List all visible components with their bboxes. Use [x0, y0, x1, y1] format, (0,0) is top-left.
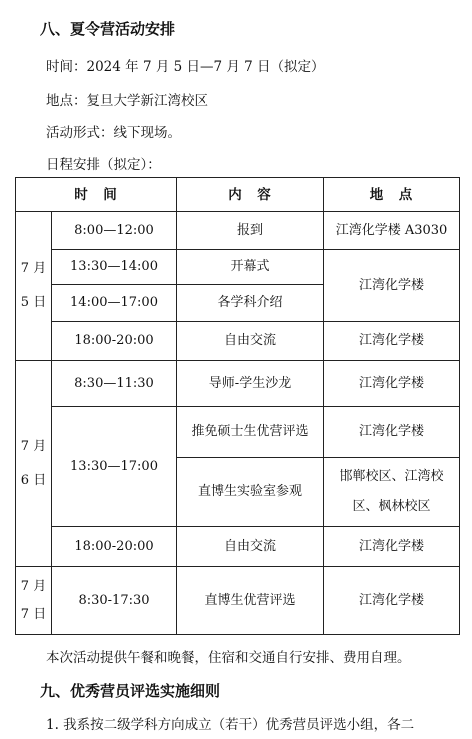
event-format: 活动形式：线下现场。: [46, 125, 181, 141]
content-cell: 推免硕士生优营评选: [177, 407, 324, 458]
place-cell-multi: [324, 458, 460, 527]
place-line: 邯郸校区、江湾校: [339, 469, 444, 484]
content-cell: 自由交流: [177, 322, 324, 361]
content-cell: 直博生实验室参观: [177, 458, 324, 527]
section-9-title: 九、优秀营员评选实施细则: [40, 682, 221, 700]
table-row: [16, 527, 460, 567]
date-cell-day2: [16, 361, 52, 567]
time-cell: 18:00-20:00: [52, 527, 177, 567]
place-cell: 江湾化学楼: [324, 322, 460, 361]
schedule-label: 日程安排（拟定）：: [46, 157, 161, 173]
place-cell: 江湾化学楼: [324, 407, 460, 458]
header-time: 时 间: [16, 178, 177, 212]
place-cell: 江湾化学楼: [324, 361, 460, 407]
header-place: 地 点: [324, 178, 460, 212]
time-cell: 8:00—12:00: [52, 212, 177, 250]
meal-lodging-note: 本次活动提供午餐和晚餐，住宿和交通自行安排、费用自理。: [46, 650, 411, 666]
table-row: [16, 407, 460, 458]
date-cell-day1: [16, 212, 52, 361]
place-cell: 江湾化学楼: [324, 250, 460, 322]
section-8-title: 八、夏令营活动安排: [40, 20, 176, 38]
time-cell: 13:30—17:00: [52, 407, 177, 527]
time-cell: 14:00—17:00: [52, 285, 177, 322]
place-cell: 江湾化学楼: [324, 567, 460, 635]
event-time: 时间：2024 年 7 月 5 日—7 月 7 日（拟定）: [46, 59, 325, 75]
date-line: 7 月: [20, 578, 47, 594]
content-cell: 各学科介绍: [177, 285, 324, 322]
header-content: 内 容: [177, 178, 324, 212]
table-row: [16, 361, 460, 407]
time-cell: 8:30-17:30: [52, 567, 177, 635]
schedule-table: [15, 177, 460, 635]
time-cell: 8:30—11:30: [52, 361, 177, 407]
content-cell: 导师-学生沙龙: [177, 361, 324, 407]
table-row: [16, 250, 460, 285]
event-location: 地点：复旦大学新江湾校区: [46, 93, 208, 109]
date-line: 7 月: [20, 261, 47, 276]
table-header-row: [16, 178, 460, 212]
content-cell: 开幕式: [177, 250, 324, 285]
date-line: 7 月: [20, 438, 47, 454]
section-9-item-1: 1. 我系按二级学科方向成立（若干）优秀营员评选小组，各二: [46, 717, 415, 733]
content-cell: 报到: [177, 212, 324, 250]
date-line: 5 日: [20, 295, 47, 310]
date-line: 6 日: [20, 472, 47, 488]
date-line: 7 日: [20, 606, 47, 622]
table-row: [16, 322, 460, 361]
date-cell-day3: [16, 567, 52, 635]
table-row: [16, 567, 460, 635]
table-row: [16, 212, 460, 250]
content-cell: 自由交流: [177, 527, 324, 567]
place-cell: 江湾化学楼 A3030: [324, 212, 460, 250]
place-line: 区、枫林校区: [352, 499, 431, 514]
time-cell: 13:30—14:00: [52, 250, 177, 285]
content-cell: 直博生优营评选: [177, 567, 324, 635]
place-cell: 江湾化学楼: [324, 527, 460, 567]
time-cell: 18:00-20:00: [52, 322, 177, 361]
